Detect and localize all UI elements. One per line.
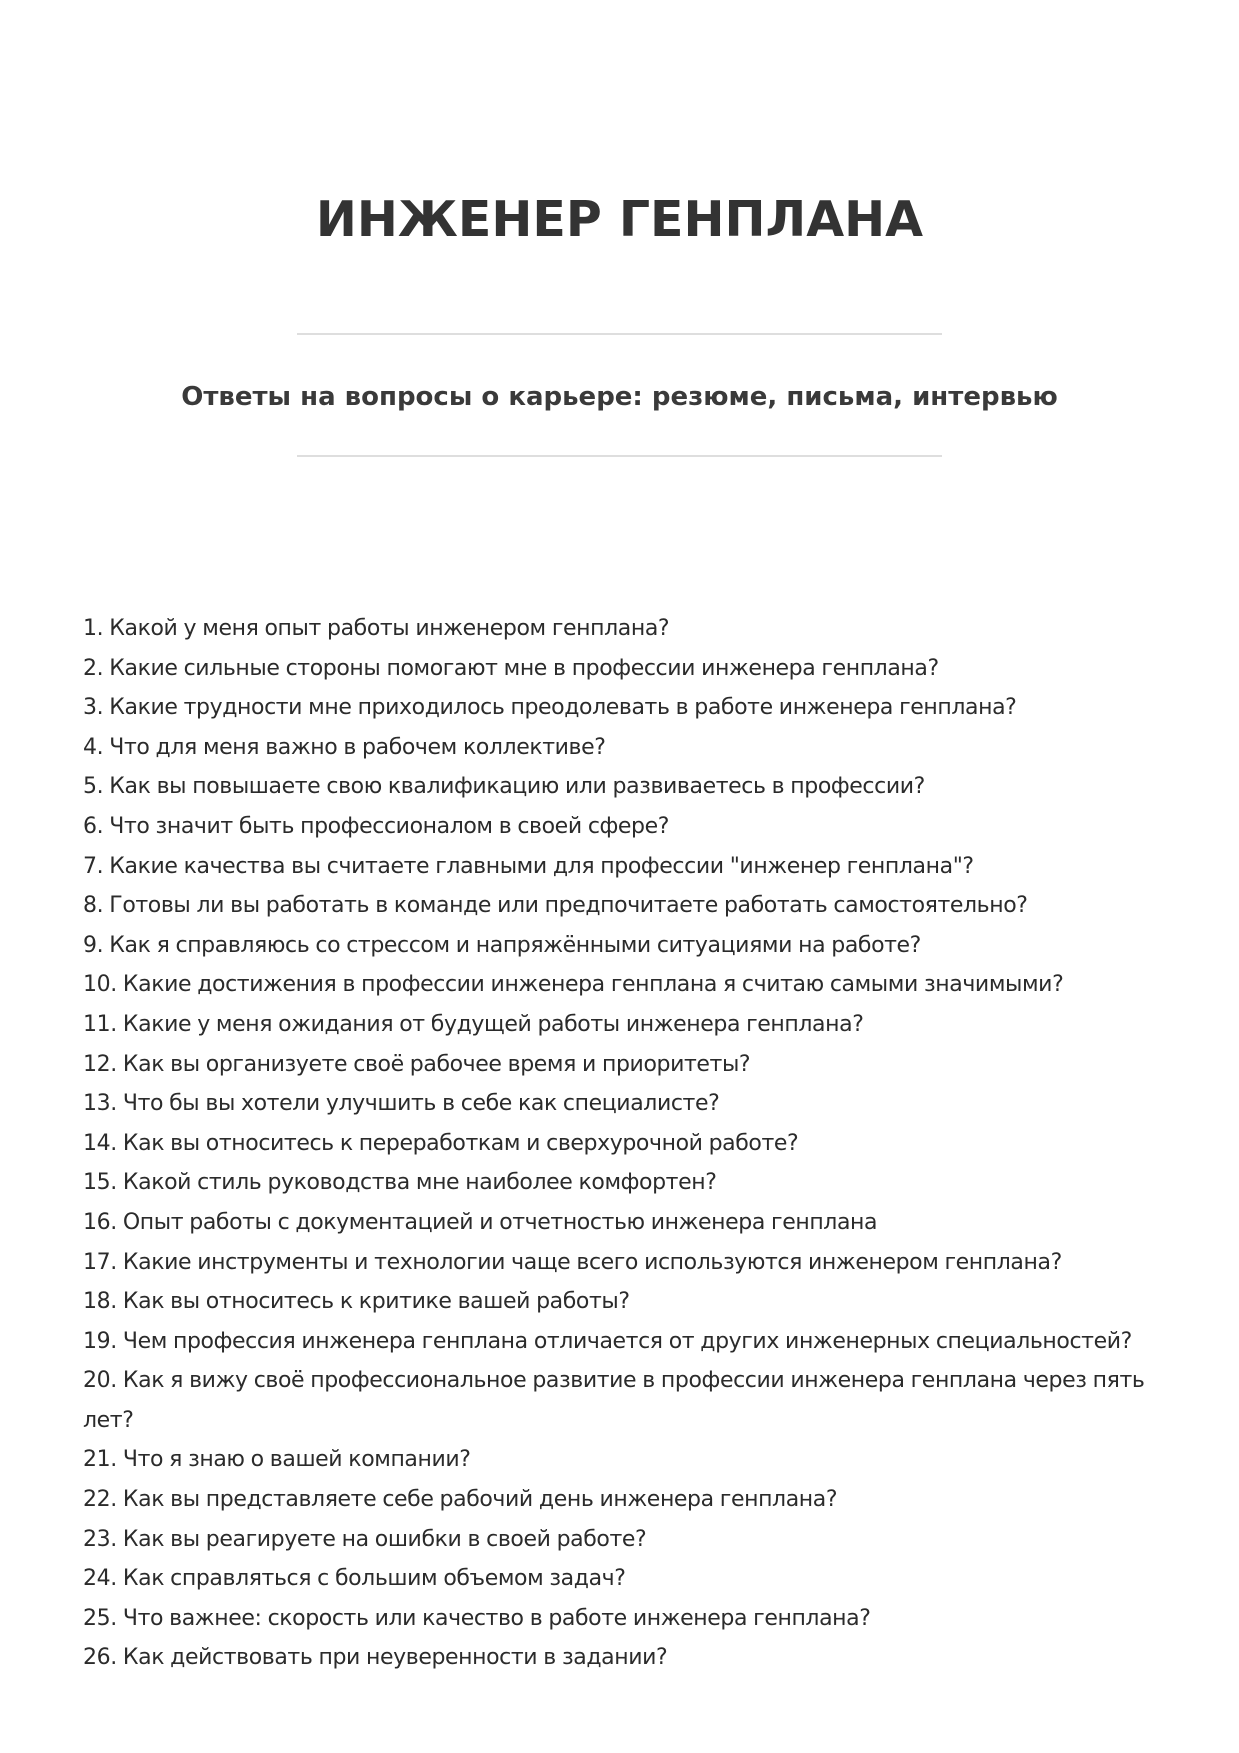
question-text: Что значит быть профессионалом в своей сфере? <box>109 813 670 839</box>
question-number: 11. <box>83 1011 117 1037</box>
question-number: 14. <box>83 1130 117 1156</box>
question-text: Какие сильные стороны помогают мне в профессии инженера генплана? <box>109 655 939 681</box>
question-number: 19. <box>83 1328 117 1354</box>
question-text: Как вы реагируете на ошибки в своей работе? <box>122 1526 647 1552</box>
question-item <box>83 688 1163 728</box>
question-item <box>83 1084 1163 1124</box>
page-title: ИНЖЕНЕР ГЕНПЛАНА <box>315 191 924 248</box>
question-number: 10. <box>83 972 117 998</box>
question-item <box>83 1440 1163 1480</box>
question-text: Что важнее: скорость или качество в работе инженера генплана? <box>122 1605 871 1631</box>
question-number: 12. <box>83 1051 117 1077</box>
question-number: 3. <box>83 695 104 721</box>
question-text: Опыт работы с документацией и отчетностью инженера генплана <box>122 1209 878 1235</box>
question-item <box>83 1045 1163 1085</box>
question-list <box>83 609 1163 1678</box>
question-text: Какие качества вы считаете главными для профессии "инженер генплана"? <box>109 853 974 879</box>
question-item <box>83 767 1163 807</box>
question-number: 5. <box>83 774 104 800</box>
question-item <box>83 886 1163 926</box>
question-number: 20. <box>83 1368 117 1394</box>
question-item <box>83 1361 1163 1440</box>
question-item <box>83 1203 1163 1243</box>
question-number: 7. <box>83 853 104 879</box>
question-text: Чем профессия инженера генплана отличается от других инженерных специальностей? <box>122 1328 1132 1354</box>
question-text: Как справляться с большим объемом задач? <box>122 1566 626 1592</box>
question-text: Как вы относитесь к критике вашей работы? <box>122 1289 630 1315</box>
question-text: Какие инструменты и технологии чаще всего используются инженером генплана? <box>122 1249 1062 1275</box>
question-text: Какой у меня опыт работы инженером генплана? <box>109 616 670 641</box>
question-text: Как вы повышаете свою квалификацию или развиваетесь в профессии? <box>109 774 925 800</box>
question-item <box>83 807 1163 847</box>
question-number: 8. <box>83 893 104 919</box>
question-text: Какие трудности мне приходилось преодолевать в работе инженера генплана? <box>109 695 1017 721</box>
question-number: 1. <box>83 616 104 641</box>
question-number: 21. <box>83 1447 117 1473</box>
question-text: Как вы относитесь к переработкам и сверхурочной работе? <box>122 1130 799 1156</box>
question-item <box>83 1163 1163 1203</box>
question-text: Как действовать при неуверенности в задании? <box>122 1645 668 1671</box>
question-number: 13. <box>83 1091 117 1117</box>
question-number: 25. <box>83 1605 117 1631</box>
question-text: Что бы вы хотели улучшить в себе как специалисте? <box>122 1091 720 1117</box>
question-item <box>83 1599 1163 1639</box>
question-number: 9. <box>83 932 104 958</box>
divider-top <box>297 333 942 335</box>
question-number: 4. <box>83 734 104 760</box>
question-item <box>83 649 1163 689</box>
question-item <box>83 609 1163 649</box>
question-text: Какой стиль руководства мне наиболее комфортен? <box>122 1170 717 1196</box>
question-number: 22. <box>83 1487 117 1513</box>
page-subtitle: Ответы на вопросы о карьере: резюме, письма, интервью <box>181 382 1058 412</box>
question-item <box>83 847 1163 887</box>
question-item <box>83 1005 1163 1045</box>
question-item <box>83 965 1163 1005</box>
question-text: Какие достижения в профессии инженера генплана я считаю самыми значимыми? <box>122 972 1064 998</box>
question-item <box>83 1243 1163 1283</box>
question-number: 24. <box>83 1566 117 1592</box>
question-text: Как вы представляете себе рабочий день инженера генплана? <box>122 1487 838 1513</box>
question-item <box>83 1638 1163 1678</box>
question-text: Как вы организуете своё рабочее время и приоритеты? <box>122 1051 751 1077</box>
question-number: 16. <box>83 1209 117 1235</box>
question-item <box>83 728 1163 768</box>
question-number: 17. <box>83 1249 117 1275</box>
question-number: 23. <box>83 1526 117 1552</box>
question-item <box>83 926 1163 966</box>
question-number: 15. <box>83 1170 117 1196</box>
question-number: 2. <box>83 655 104 681</box>
question-number: 18. <box>83 1289 117 1315</box>
question-item <box>83 1480 1163 1520</box>
question-text: Как я вижу своё профессиональное развитие в профессии инженера генплана через пять лет? <box>83 1368 1145 1433</box>
question-item <box>83 1322 1163 1362</box>
question-item <box>83 1520 1163 1560</box>
divider-bottom <box>297 455 942 457</box>
question-text: Что для меня важно в рабочем коллективе? <box>109 734 606 760</box>
question-text: Что я знаю о вашей компании? <box>122 1447 471 1473</box>
question-item <box>83 1124 1163 1164</box>
question-text: Как я справляюсь со стрессом и напряжёнными ситуациями на работе? <box>109 932 921 958</box>
question-number: 6. <box>83 813 104 839</box>
question-number: 26. <box>83 1645 117 1671</box>
question-item <box>83 1282 1163 1322</box>
question-item <box>83 1559 1163 1599</box>
question-text: Какие у меня ожидания от будущей работы инженера генплана? <box>122 1011 864 1037</box>
question-text: Готовы ли вы работать в команде или предпочитаете работать самостоятельно? <box>109 893 1028 919</box>
